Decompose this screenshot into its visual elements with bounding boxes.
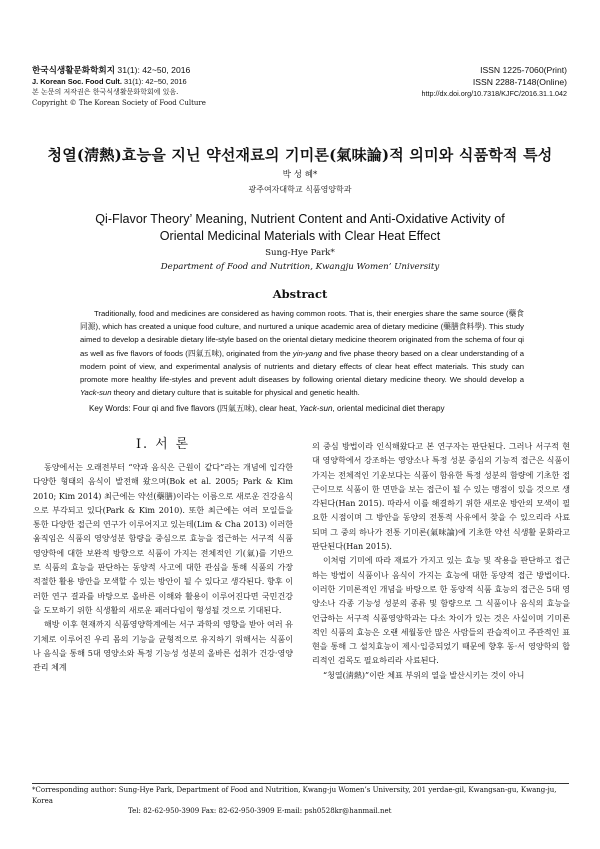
journal-name-en: J. Korean Soc. Food Cult. 31(1): 42~50, 2016	[32, 77, 187, 86]
journal-header	[32, 64, 332, 109]
corresponding-author-footnote	[32, 785, 572, 817]
copyright-ko: 본 논문의 저작권은 한국식생활문화학회에 있음.	[32, 88, 179, 96]
keywords: Key Words: Four qi and five flavors (四氣五味), clear heat, Yack-sun, oriental medicinal diet therapy	[89, 404, 445, 413]
issn-print: ISSN 1225-7060(Print)	[480, 65, 567, 75]
issn-online: ISSN 2288-7148(Online)	[472, 77, 567, 87]
title-english	[70, 211, 530, 245]
doi-link[interactable]: http://dx.doi.org/10.7318/KJFC/2016.31.1.042	[421, 89, 567, 98]
paragraph: 이처럼 기미에 따라 재료가 가지고 있는 효능 및 작용을 판단하고 접근하는 방법이 식품이나 음식이 가지는 효능에 대한 동양적 접근 방법이다. 이러한 기미론적인 개념을 바탕으로 한 동양적 식품 효능의 접근은 5대 영양소나 각종 기능성 성분의 종류 및 함량으로 그 식품이나 음식의 효능을 언급하는 서구적 식품영양학과는 다소 차이가 있는 것은 사실이며 기미론적인 식품의 효능은 오랜 세월동안 많은 사람들의 관습적이고 주관적인 표현을 통해 그 설치효능이 제시·입증되었기 때문에 향후 동·서 영양학의 합리적인 검목도 필요하리라 사료된다.	[312, 556, 570, 666]
author-english: Sung-Hye Park*	[265, 248, 335, 258]
abstract-body	[80, 307, 524, 399]
affiliation-korean: 광주여자대학교 식품영양학과	[248, 185, 352, 194]
affiliation-english: Department of Food and Nutrition, Kwangju Women’ University	[160, 262, 440, 272]
abstract-paragraph: Traditionally, food and medicines are considered as having common roots. That is, their energies share the same source (藥食同源), which has created a unique food culture, and nurtured a unique academic area of dietary medicine (藥膳食料學). This study aimed to develop a desirable dietary life-style based on the oriental dietary medicine theorem originated from the schema of four qi as well as five flavors of foods (四氣五味), originated from the yin-yang and five phase theory based on a clear understanding of a modern point of view, and experimental analysis of nutrients and dietary effects of clear heat effect materials. This study can promote more healthy life-styles and prevent adult diseases by following oriental dietary medicine theory. We should develop a Yack-sun theory and dietary culture that is suitable for physical and genetic health.	[80, 309, 524, 398]
journal-name-ko: 한국식생활문화학회지 31(1): 42~50, 2016	[32, 65, 191, 75]
paragraph: 동양에서는 오래전부터 “약과 음식은 근원이 같다”라는 개념에 입각한 다양한 형태의 음식이 발전해 왔으며(Bok et al. 2005; Park & Kim 2010; Kim 2014) 최근에는 약선(藥膳)이라는 이름으로 새로운 건강음식으로 부각되고 있다(Park & Kim 2010). 또한 최근에는 여러 모일들을 통한 다양한 접근의 연구가 이루어지고 있는데(Lim & Cha 2013) 이러한 움직임은 식품의 영양성분 함량을 중심으로 효능을 접근하는 서구적 식품영양학에 대한 보완적 방향으로 식품이 가지는 전체적인 기(氣)를 기반으로 식품의 효능을 판단하는 동양적 사고에 대한 관심을 통해 식품의 가장 적절한 활용 방안을 모색할 수 있는 방안이 될 수 있다고 생각된다. 향후 이러한 연구 결과를 바탕으로 올바른 이해와 활용이 이루어진다면 국민건강을 도모하기 위한 식생활의 새로운 패러다임이 형성될 것으로 기대된다.	[33, 463, 293, 615]
footnote-line1: *Corresponding author: Sung-Hye Park, Department of Food and Nutrition, Kwang-ju Women’s University, 201 yerdae-gil, Kwangsan-gu, Kwang-ju, Korea	[32, 786, 557, 805]
footnote-contact: Tel: 82-62-950-3909 Fax: 82-62-950-3909 E-mail: psh0528kr@hanmail.net	[128, 807, 392, 815]
author-korean: 박 성 혜*	[282, 170, 318, 180]
title-korean: 청열(淸熱)효능을 지닌 약선재료의 기미론(氣味論)적 의미와 식품학적 특성	[47, 146, 553, 164]
section-heading-introduction: Ⅰ. 서 론	[136, 437, 190, 452]
footnote-divider	[32, 783, 569, 784]
title-english-line1: Qi-Flavor Theory’ Meaning, Nutrient Content and Anti-Oxidative Activity of	[95, 212, 505, 226]
paragraph: “청열(淸熱)”이란 체표 부위의 열을 발산시키는 것이 아니	[323, 670, 525, 680]
issn-block	[422, 64, 567, 100]
paragraph-continued: 의 중심 방법이라 인식해왔다고 본 연구자는 판단된다. 그러나 서구적 현대 영양학에서 강조하는 영양소나 특정 성분 중심의 기능적 접근은 식품이 가지는 전체적인 기운보다는 식품이 함유한 특정 성분의 함량에 기초한 접근이므로 식품이 한 면만을 보는 접근이 될 수 있는 맹점이 있을 것으로 생각된다(Han 2015). 따라서 이를 해결하기 위한 새로운 방안의 모색이 필요한 시점이며 그 방안을 동양의 전통적 사유에서 찾을 수 있으리라 사료되며 그 중의 하나가 전통 기미론(氣味論)에 기초한 약선 식생활 문화라고 판단된다(Han 2015).	[312, 442, 570, 552]
copyright-en: Copyright © The Korean Society of Food Culture	[32, 99, 206, 107]
abstract-heading: Abstract	[272, 287, 328, 301]
keywords-label: Key Words:	[89, 404, 131, 413]
paragraph: 해방 이후 현재까지 식품영양학계에는 서구 과학의 영향을 받아 여러 유기체로 이루어진 우리 몸의 기능을 균형적으로 유지하기 위해서는 식품이나 음식을 통해 5대 영양소와 특정 기능성 성분의 올바른 섭취가 건강·영양관리 체계	[33, 620, 293, 673]
title-english-line2: Oriental Medicinal Materials with Clear Heat Effect	[159, 229, 441, 243]
body-column-left	[33, 461, 293, 675]
body-column-right	[312, 440, 570, 683]
